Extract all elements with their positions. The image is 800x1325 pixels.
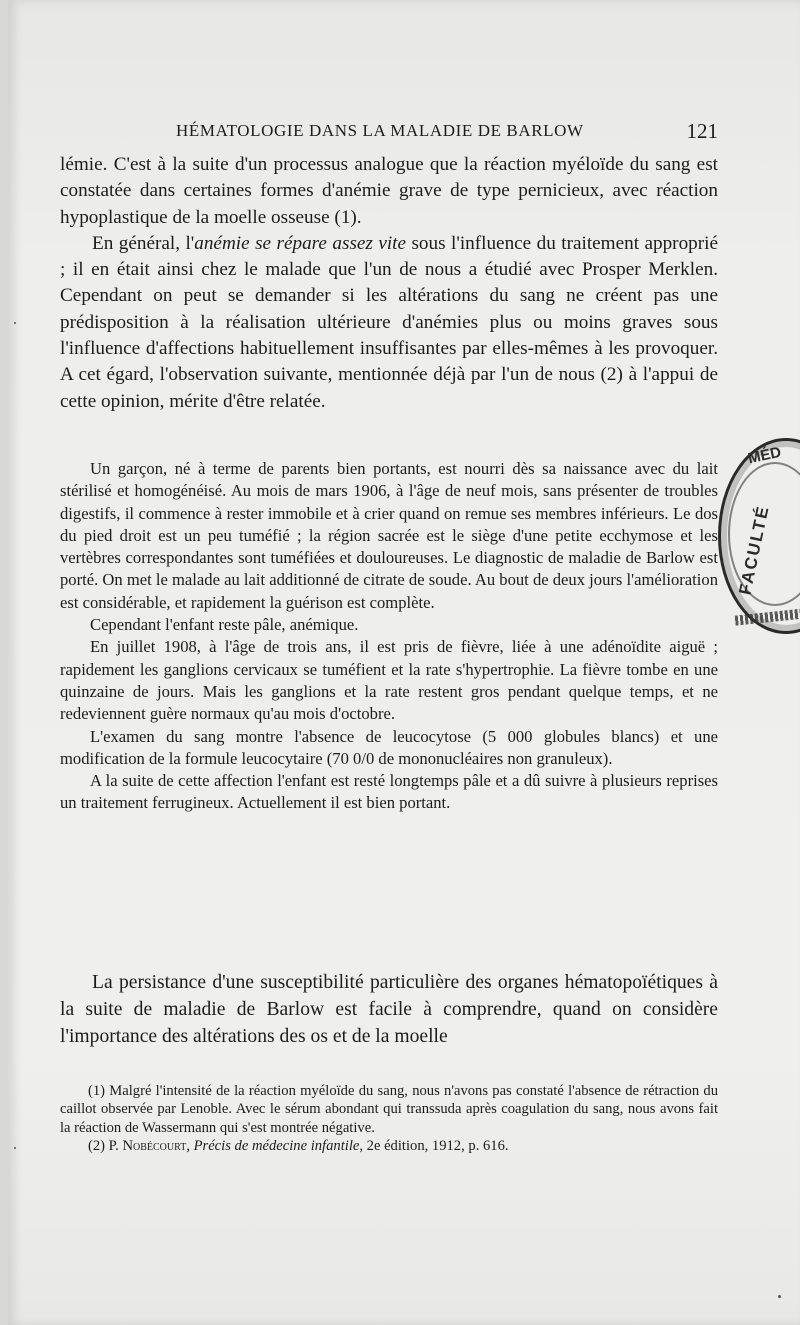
print-speck (14, 1147, 16, 1149)
footnote-marker: (2) (88, 1138, 109, 1155)
running-head: HÉMATOLOGIE DANS LA MALADIE DE BARLOW (176, 121, 584, 140)
stamp-side-text: FACULTÉ (735, 503, 773, 597)
footnote-2 (60, 1137, 718, 1155)
emphasis-text: anémie se répare assez vite (194, 232, 407, 254)
observation-paragraph: Un garçon, né à terme de parents bien portants, est nourri dès sa naissance avec du lait stérilisé et homogénéisé. Au mois de mars 1906, à l'âge de neuf mois, sans présenter de troubles digestifs, il commence à rester immobile et à crier quand on remue ses membres inférieurs. Le dos du pied droit est un peu tuméfié ; la région sacrée est le siège d'une petite ecchymose et les vertèbres correspondantes sont tuméfiées et douloureuses. Le diagnostic de maladie de Barlow est porté. On met le malade au lait additionné de citrate de soude. Au bout de deux jours l'amélioration est considérable, et rapidement la guérison est complète. (60, 459, 718, 612)
stamp-top-text: MÉD (746, 443, 783, 468)
footnote-1: (1) Malgré l'intensité de la réaction myéloïde du sang, nous n'avons pas constaté l'absence de rétraction du caillot observée par Lenoble. Avec le sérum abondant qui transsuda après coagulation du sang, nous avons fait la réaction de Wassermann qui s'est montrée négative. (60, 1083, 718, 1136)
print-speck (14, 322, 16, 324)
observation-paragraph: Cependant l'enfant reste pâle, anémique. (90, 615, 359, 635)
print-speck (778, 1295, 781, 1298)
footnote-separator: , (186, 1138, 194, 1155)
observation-block (60, 458, 718, 815)
closing-text (60, 970, 718, 1050)
closing-paragraph: La persistance d'une susceptibilité particulière des organes hématopoïétiques à la suite de maladie de Barlow est facile à comprendre, quand on considère l'importance des altérations des os et de la moelle (60, 972, 718, 1047)
observation-paragraph: A la suite de cette affection l'enfant est resté longtemps pâle et a dû suivre à plusieurs reprises un traitement ferrugineux. Actuellement il est bien portant. (60, 771, 718, 813)
paragraph-continuation: lémie. C'est à la suite d'un processus analogue que la réaction myéloïde du sang est constatée dans certaines formes d'anémie grave de type pernicieux, avec réaction hypoplastique de la moelle osseuse (1). (60, 154, 718, 228)
footnote-details: , 2e édition, 1912, p. 616. (359, 1138, 509, 1155)
footnote-author: P. Nobécourt (108, 1138, 187, 1155)
paragraph-anemie (60, 231, 718, 415)
paragraph-text: sous l'influence du traitement approprié ; il en était ainsi chez le malade que l'un de nous a étudié avec Prosper Merklen. Cependant on peut se demander si les altérations du sang ne créent pas une prédisposition à la réalisation ultérieure d'anémies plus ou moins graves sous l'influence d'affections habituellement insuffisantes par elles-mêmes à les provoquer. A cet égard, l'observation suivante, mentionnée déjà par l'un de nous (2) à l'appui de cette opinion, mérite d'être relatée. (60, 232, 718, 412)
body-text-top (60, 152, 718, 415)
book-page (8, 0, 800, 1325)
footnotes (60, 1082, 718, 1156)
observation-paragraph: En juillet 1908, à l'âge de trois ans, il est pris de fièvre, liée à une adénoïdite aiguë ; rapidement les ganglions cervicaux se tuméfient et la rate s'hypertrophie. La fièvre tombe en une quinzaine de jours. Mais les ganglions et la rate restent gros pendant quelque temps, et ne redeviennent guère normaux qu'au mois d'octobre. (60, 637, 718, 724)
page-header (176, 119, 718, 143)
observation-paragraph: L'examen du sang montre l'absence de leucocytose (5 000 globules blancs) et une modification de la formule leucocytaire (70 0/0 de mononucléaires non granuleux). (60, 726, 718, 768)
paragraph-text: En général, l' (92, 232, 195, 254)
page-number: 121 (686, 119, 718, 143)
footnote-work-title: Précis de médecine infantile (193, 1138, 360, 1155)
